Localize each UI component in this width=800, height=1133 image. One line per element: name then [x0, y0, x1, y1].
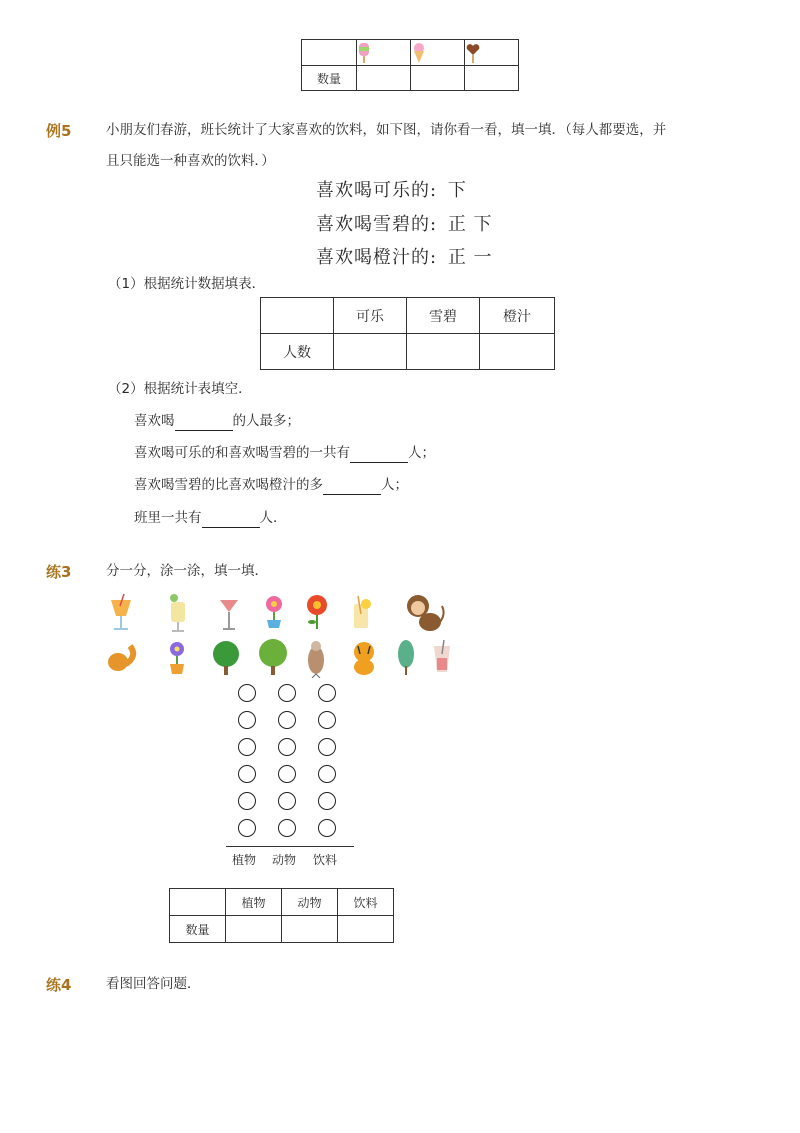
plant-circle[interactable]	[238, 711, 256, 729]
example-5-label: 例5	[46, 122, 72, 140]
fill-after: 人．	[259, 510, 287, 526]
fill-blank[interactable]	[350, 448, 408, 463]
ice-cream-cone-icon	[411, 42, 427, 64]
fill-after: 人；	[381, 477, 408, 493]
tally-marks: 正 一	[447, 247, 493, 268]
axis-label-plants: 植物	[232, 853, 257, 867]
plant-circle[interactable]	[238, 765, 256, 783]
practice-3-question: 分一分，涂一涂，填一填．	[106, 563, 268, 579]
plant-circle[interactable]	[238, 819, 256, 837]
tree-icon	[210, 640, 242, 676]
practice-4-question: 看图回答问题．	[106, 976, 201, 992]
top-table-cell	[357, 66, 411, 91]
category-table-header: 饮料	[338, 889, 394, 916]
animal-circle[interactable]	[278, 765, 296, 783]
example-5-question-line1: 小朋友们春游，班长统计了大家喜欢的饮料，如下图，请你看一看，填一填．（每人都要选，并	[106, 122, 667, 138]
category-table-cell[interactable]	[338, 916, 394, 943]
fill-blank[interactable]	[175, 416, 233, 431]
tally-label: 喜欢喝雪碧的:	[316, 214, 438, 235]
fill-before: 喜欢喝雪碧的比喜欢喝橙汁的多	[134, 477, 323, 493]
circles-baseline	[226, 846, 354, 847]
top-table-header-1	[357, 40, 411, 66]
category-count-table	[169, 888, 394, 943]
practice-4-label: 练4	[46, 976, 72, 994]
fill-before: 喜欢喝	[134, 413, 175, 429]
animal-circle[interactable]	[278, 792, 296, 810]
drink-table-header: 可乐	[334, 298, 407, 334]
drink-circle[interactable]	[318, 684, 336, 702]
tall-tree-icon	[396, 638, 416, 676]
cocktail-glass-icon	[218, 592, 240, 634]
fill-line-most	[134, 411, 300, 431]
fill-blank[interactable]	[323, 480, 381, 495]
category-table-corner	[170, 889, 226, 916]
plant-circle[interactable]	[238, 684, 256, 702]
drink-circle[interactable]	[318, 819, 336, 837]
cocktail-icon	[108, 592, 134, 634]
red-flower-icon	[304, 594, 330, 630]
popsicle-icon	[357, 42, 371, 64]
practice-3-label: 练3	[46, 563, 72, 581]
top-count-table	[301, 39, 519, 91]
category-table-header: 植物	[226, 889, 282, 916]
lemon-drink-icon	[348, 594, 374, 632]
drink-table-cell[interactable]	[334, 334, 407, 370]
tiger-icon	[348, 640, 380, 676]
top-table-header-2	[411, 40, 465, 66]
bird-icon	[302, 638, 330, 678]
category-table-row-label: 数量	[170, 916, 226, 943]
tally-marks: 下	[447, 180, 467, 201]
fill-before: 班里一共有	[134, 510, 202, 526]
tally-row-orange	[316, 243, 493, 269]
heart-lollipop-icon	[465, 42, 481, 64]
top-table-row-label: 数量	[302, 66, 357, 91]
juice-cup-icon	[430, 638, 454, 678]
animal-circle[interactable]	[278, 819, 296, 837]
potted-flower-icon	[262, 594, 286, 630]
top-table-header-3	[465, 40, 519, 66]
fill-after: 人；	[408, 445, 435, 461]
tally-label: 喜欢喝橙汁的:	[316, 247, 438, 268]
drink-circle[interactable]	[318, 765, 336, 783]
drink-table-row-label: 人数	[261, 334, 334, 370]
top-table-corner	[302, 40, 357, 66]
drink-circle[interactable]	[318, 711, 336, 729]
plant-circle[interactable]	[238, 738, 256, 756]
fill-before: 喜欢喝可乐的和喜欢喝雪碧的一共有	[134, 445, 350, 461]
category-table-cell[interactable]	[282, 916, 338, 943]
classification-circles	[228, 684, 348, 849]
plant-circle[interactable]	[238, 792, 256, 810]
drink-table-header: 雪碧	[407, 298, 480, 334]
animal-circle[interactable]	[278, 711, 296, 729]
drink-table-corner	[261, 298, 334, 334]
tally-label: 喜欢喝可乐的:	[316, 180, 438, 201]
purple-flower-pot-icon	[166, 640, 188, 676]
drink-circle[interactable]	[318, 738, 336, 756]
tally-row-sprite	[316, 210, 493, 236]
juice-glass-icon	[166, 590, 190, 634]
axis-label-drinks: 饮料	[313, 853, 338, 867]
part-2-instruction: （2）根据统计表填空．	[108, 381, 252, 397]
drink-table-header: 橙汁	[480, 298, 555, 334]
part-1-instruction: （1）根据统计数据填表．	[108, 276, 266, 292]
fill-line-total	[134, 508, 287, 528]
axis-label-animals: 动物	[272, 853, 297, 867]
category-table-header: 动物	[282, 889, 338, 916]
drink-count-table	[260, 297, 555, 370]
drink-table-cell[interactable]	[480, 334, 555, 370]
category-table-cell[interactable]	[226, 916, 282, 943]
drink-circle[interactable]	[318, 792, 336, 810]
fill-line-cola-sprite	[134, 443, 435, 463]
fill-after: 的人最多；	[232, 413, 300, 429]
round-tree-icon	[256, 638, 290, 676]
top-table-cell	[465, 66, 519, 91]
squirrel-icon	[104, 644, 138, 674]
drink-table-cell[interactable]	[407, 334, 480, 370]
animal-circle[interactable]	[278, 738, 296, 756]
animal-circle[interactable]	[278, 684, 296, 702]
fill-line-sprite-minus-orange	[134, 475, 408, 495]
tally-marks: 正 下	[447, 214, 493, 235]
fill-blank[interactable]	[202, 513, 260, 528]
monkey-icon	[402, 592, 446, 634]
tally-row-cola	[316, 176, 467, 202]
example-5-question-line2: 且只能选一种喜欢的饮料．）	[106, 153, 275, 169]
top-table-cell	[411, 66, 465, 91]
